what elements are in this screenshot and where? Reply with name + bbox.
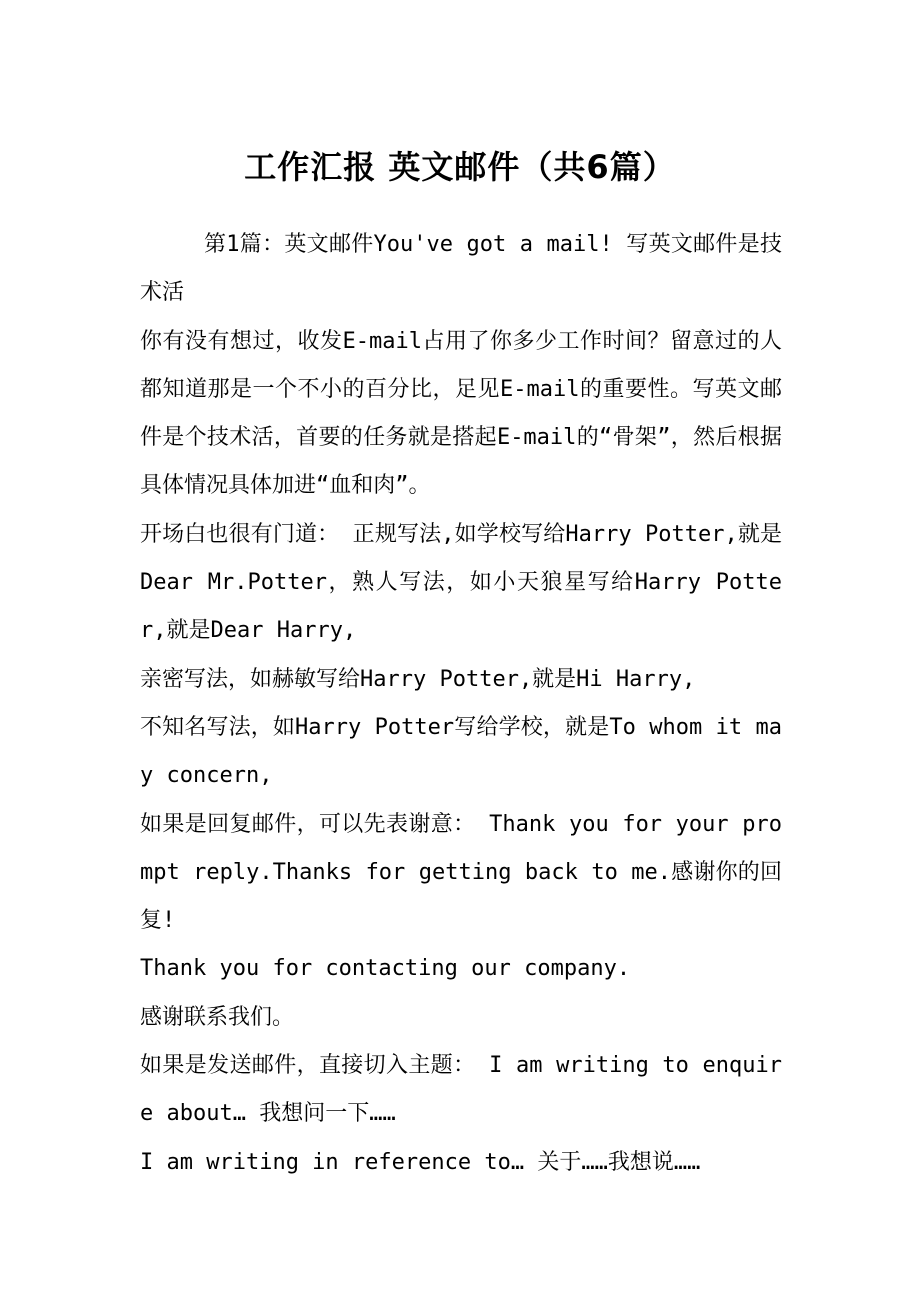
paragraph-5: 不知名写法，如Harry Potter写给学校，就是To whom it may concern, [140,714,782,789]
paragraph-10: I am writing in reference to… 关于……我想说…… [140,1149,701,1175]
paragraph-6: 如果是回复邮件，可以先表谢意： Thank you for your prompt reply.Thanks for getting back to me.感谢你的回复! [140,811,782,934]
paragraph-2: 你有没有想过，收发E-mail占用了你多少工作时间？留意过的人都知道那是一个不小的百分比，足见E-mail的重要性。写英文邮件是个技术活，首要的任务就是搭起E-mail的“骨架”，然后根据具体情况具体加进“血和肉”。 [140,328,782,499]
paragraph-7: Thank you for contacting our company. [140,956,631,982]
paragraph-4: 亲密写法，如赫敏写给Harry Potter,就是Hi Harry, [140,666,696,692]
paragraph-3: 开场白也很有门道： 正规写法,如学校写给Harry Potter,就是Dear Mr.Potter，熟人写法，如小天狼星写给Harry Potter,就是Dear Harry, [140,521,782,644]
paragraph-8: 感谢联系我们。 [140,1004,295,1030]
paragraph-9: 如果是发送邮件，直接切入主题： I am writing to enquire about… 我想问一下…… [140,1053,782,1127]
paragraph-1: 第1篇：英文邮件You've got a mail! 写英文邮件是技术活 [140,232,782,306]
document-body [140,221,782,1187]
document-title: 工作汇报 英文邮件（共6篇） [244,148,676,186]
